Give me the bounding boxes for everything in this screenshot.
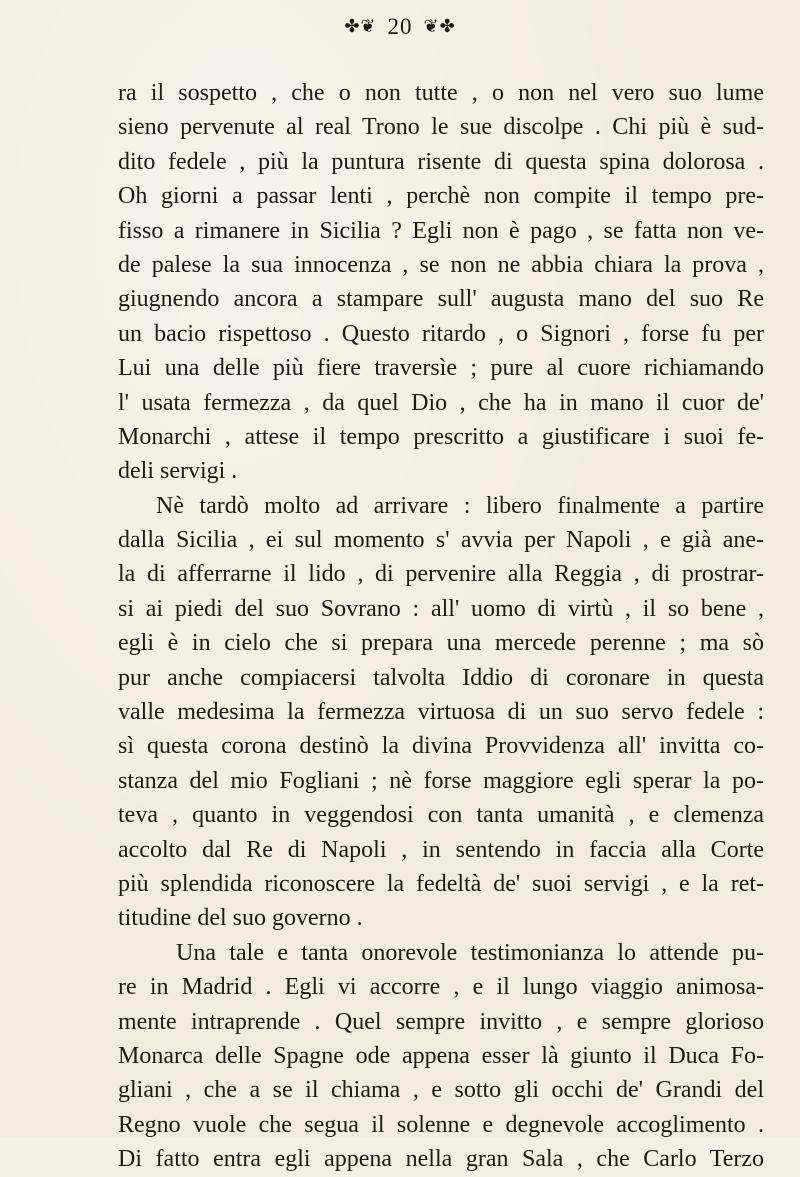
text-line: sì questa corona destinò la divina Provvidenza all' invitta co- <box>118 733 764 760</box>
text-line: si ai piedi del suo Sovrano : all' uomo di virtù , il so bene , <box>118 595 764 622</box>
text-line: dito fedele , più la puntura risente di questa spina dolorosa . <box>118 148 764 175</box>
ornament-right-icon: ❦✤ <box>423 16 456 37</box>
text-line: sieno pervenute al real Trono le sue discolpe . Chi più è sud- <box>118 114 764 141</box>
text-line: gliani , che a se il chiama , e sotto gli occhi de' Grandi del <box>118 1077 764 1104</box>
text-line: Regno vuole che segua il solenne e degnevole accoglimento . <box>118 1111 764 1138</box>
text-line: l' usata fermezza , da quel Dio , che ha in mano il cuor de' <box>118 389 764 416</box>
ornament-left-icon: ✤❦ <box>344 16 377 37</box>
text-line: accolto dal Re di Napoli , in sentendo in faccia alla Corte <box>118 836 764 863</box>
text-line: Monarchi , attese il tempo prescritto a giustificare i suoi fe- <box>118 423 764 450</box>
text-line: giugnendo ancora a stampare sull' augusta mano del suo Re <box>118 286 764 313</box>
text-line: Oh giorni a passar lenti , perchè non compite il tempo pre- <box>118 183 764 210</box>
text-line: Lui una delle più fiere traversìe ; pure al cuore richiamando <box>118 355 764 382</box>
text-line: de palese la sua innocenza , se non ne abbia chiara la prova , <box>118 251 764 278</box>
text-line: deli servigi . <box>118 458 238 485</box>
text-line: fisso a rimanere in Sicilia ? Egli non è pago , se fatta non ve- <box>118 217 764 244</box>
text-line: pur anche compiacersi talvolta Iddio di coronare in questa <box>118 664 764 691</box>
text-line: Una tale e tanta onorevole testimonianza lo attende pu- <box>176 939 764 966</box>
page-header <box>0 14 800 40</box>
text-line: re in Madrid . Egli vi accorre , e il lungo viaggio animosa- <box>118 974 764 1001</box>
text-line: valle medesima la fermezza virtuosa di un suo servo fedele : <box>118 699 764 726</box>
text-line: egli è in cielo che si prepara una mercede perenne ; ma sò <box>118 630 764 657</box>
text-line: un bacio rispettoso . Questo ritardo , o Signori , forse fu per <box>118 320 764 347</box>
text-line: la di afferrarne il lido , di pervenire alla Reggia , di prostrar- <box>118 561 764 588</box>
text-line: più splendida riconoscere la fedeltà de' suoi servigi , e la ret- <box>118 870 764 897</box>
text-line: ra il sospetto , che o non tutte , o non nel vero suo lume <box>118 80 764 106</box>
text-line: titudine del suo governo . <box>118 905 363 932</box>
text-line: Di fatto entra egli appena nella gran Sala , che Carlo Terzo <box>118 1146 764 1173</box>
text-line: Monarca delle Spagne ode appena esser là giunto il Duca Fo- <box>118 1042 764 1069</box>
text-line: dalla Sicilia , ei sul momento s' avvia per Napoli , e già ane- <box>118 527 764 554</box>
text-line: mente intraprende . Quel sempre invitto , e sempre glorioso <box>118 1008 764 1035</box>
page-number: 20 <box>387 14 413 39</box>
text-line: Nè tardò molto ad arrivare : libero finalmente a partire <box>156 492 764 519</box>
body-text <box>118 76 764 1177</box>
text-line: stanza del mio Fogliani ; nè forse maggiore egli sperar la po- <box>118 767 764 794</box>
text-line: teva , quanto in veggendosi con tanta umanità , e clemenza <box>118 802 764 829</box>
